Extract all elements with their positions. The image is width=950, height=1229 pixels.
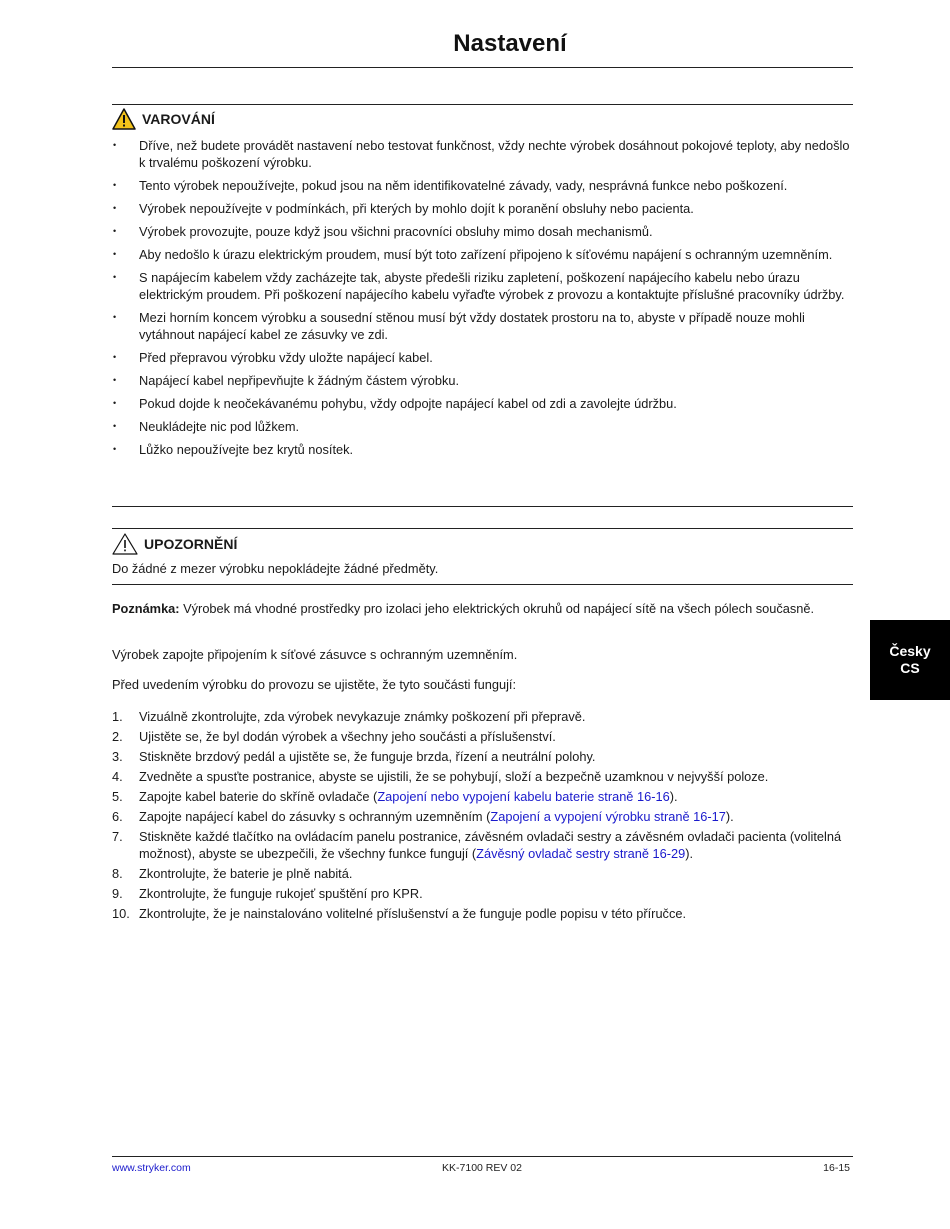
list-item (112, 708, 854, 725)
step-number: 5. (112, 789, 123, 804)
step-text: ). (669, 789, 678, 804)
step-number: 1. (112, 709, 123, 724)
step-text: Stiskněte brzdový pedál a ujistěte se, že funguje brzda, řízení a neutrální polohy. (139, 749, 596, 764)
step-number: 7. (112, 829, 123, 844)
warning-top-divider (112, 104, 853, 105)
language-tab-name: Česky (889, 643, 931, 659)
page-title: Nastavení (453, 30, 567, 57)
step-number: 3. (112, 749, 123, 764)
warning-triangle-icon (112, 108, 136, 130)
step-text: ). (685, 846, 694, 861)
warning-item: • Napájecí kabel nepřipevňujte k žádným částem výrobku. (112, 372, 854, 389)
nurse-pendant-link[interactable]: Závěsný ovladač sestry straně 16-29 (476, 846, 686, 861)
footer-document-number: KK-7100 REV 02 (442, 1162, 522, 1174)
power-connection-link[interactable]: Zapojení a vypojení výrobku straně 16-17 (490, 809, 726, 824)
warning-item: • Lůžko nepoužívejte bez krytů nosítek. (112, 441, 854, 458)
step-text: Zkontrolujte, že funguje rukojeť spuštění pro KPR. (139, 886, 423, 901)
caution-heading-label: UPOZORNĚNÍ (144, 536, 238, 552)
language-tab-code: CS (900, 660, 920, 676)
footer-website-link[interactable]: www.stryker.com (112, 1162, 191, 1174)
language-tab (870, 620, 950, 700)
caution-heading (112, 533, 237, 555)
step-text: ). (725, 809, 734, 824)
step-number: 6. (112, 809, 123, 824)
warning-item: • Tento výrobek nepoužívejte, pokud jsou na něm identifikovatelné závady, vady, nesprávná funkce nebo poškození. (112, 177, 854, 194)
step-number: 8. (112, 866, 123, 881)
footer-divider (112, 1156, 853, 1157)
footer-page-number: 16-15 (823, 1162, 850, 1174)
note-text: Výrobek má vhodné prostředky pro izolaci jeho elektrických okruhů od napájecí sítě na všech pólech současně. (183, 601, 815, 616)
warning-item: • S napájecím kabelem vždy zacházejte tak, abyste předešli riziku zapletení, poškození napájecího kabelu nebo úrazu elektrickým proudem. Při poškození napájecího kabelu vyřaďte výrobek z provozu a kontaktujte příslušné pracovníky údržby. (112, 269, 854, 303)
title-divider (112, 67, 853, 68)
warning-item: • Před přepravou výrobku vždy uložte napájecí kabel. (112, 349, 854, 366)
step-number: 2. (112, 729, 123, 744)
warning-heading (112, 108, 215, 130)
list-item (112, 865, 854, 882)
list-item (112, 808, 854, 825)
list-item (112, 905, 854, 922)
list-item (112, 788, 854, 805)
step-number: 10. (112, 906, 130, 921)
step-number: 9. (112, 886, 123, 901)
warning-item: • Dříve, než budete provádět nastavení nebo testovat funkčnost, vždy nechte výrobek dosáhnout pokojové teploty, aby nedošlo k trvalému poškození výrobku. (112, 137, 854, 171)
list-item (112, 748, 854, 765)
caution-top-divider (112, 528, 853, 529)
step-text: Zkontrolujte, že baterie je plně nabitá. (139, 866, 353, 881)
step-text: Zvedněte a spusťte postranice, abyste se ujistili, že se pohybují, složí a bezpečně uzamknou v nejvyšší poloze. (139, 769, 769, 784)
note-label: Poznámka: (112, 601, 180, 616)
warning-item: • Pokud dojde k neočekávanému pohybu, vždy odpojte napájecí kabel od zdi a zavolejte údržbu. (112, 395, 854, 412)
before-use-paragraph: Před uvedením výrobku do provozu se ujistěte, že tyto součásti fungují: (112, 677, 517, 692)
list-item (112, 828, 854, 862)
warning-item: • Neukládejte nic pod lůžkem. (112, 418, 854, 435)
step-text: Zapojte kabel baterie do skříně ovladače ( (139, 789, 378, 804)
step-text: Zkontrolujte, že je nainstalováno volitelné příslušenství a že funguje podle popisu v této příručce. (139, 906, 687, 921)
caution-triangle-icon (112, 533, 138, 555)
warning-item: • Výrobek nepoužívejte v podmínkách, při kterých by mohlo dojít k poranění obsluhy nebo pacienta. (112, 200, 854, 217)
step-number: 4. (112, 769, 123, 784)
setup-steps-list (112, 708, 854, 925)
warning-heading-label: VAROVÁNÍ (142, 111, 215, 127)
warning-item: • Mezi horním koncem výrobku a sousední stěnou musí být vždy dostatek prostoru na to, abyste v případě nouze mohli vytáhnout napájecí kabel ze zásuvky ve zdi. (112, 309, 854, 343)
warning-item: • Výrobek provozujte, pouze když jsou všichni pracovníci obsluhy mimo dosah mechanismů. (112, 223, 854, 240)
warning-list (112, 137, 854, 464)
step-text: Stiskněte každé tlačítko na ovládacím panelu postranice, závěsném ovladači sestry a závěsném ovladači pacienta (volitelná možnost), abyste se ubezpečili, že všechny funkce fungují ( (139, 829, 842, 861)
caution-text: Do žádné z mezer výrobku nepokládejte žádné předměty. (112, 561, 439, 576)
warning-bottom-divider (112, 506, 853, 507)
note-paragraph (112, 600, 854, 617)
warning-item: • Aby nedošlo k úrazu elektrickým proudem, musí být toto zařízení připojeno k síťovému napájení s ochranným uzemněním. (112, 246, 854, 263)
list-item (112, 728, 854, 745)
battery-cable-link[interactable]: Zapojení nebo vypojení kabelu baterie straně 16-16 (377, 789, 670, 804)
step-text: Ujistěte se, že byl dodán výrobek a všechny jeho součásti a příslušenství. (139, 729, 556, 744)
caution-bottom-divider (112, 584, 853, 585)
step-text: Zapojte napájecí kabel do zásuvky s ochranným uzemněním ( (139, 809, 491, 824)
connect-paragraph: Výrobek zapojte připojením k síťové zásuvce s ochranným uzemněním. (112, 647, 518, 662)
list-item (112, 885, 854, 902)
step-text: Vizuálně zkontrolujte, zda výrobek nevykazuje známky poškození při přepravě. (139, 709, 586, 724)
list-item (112, 768, 854, 785)
